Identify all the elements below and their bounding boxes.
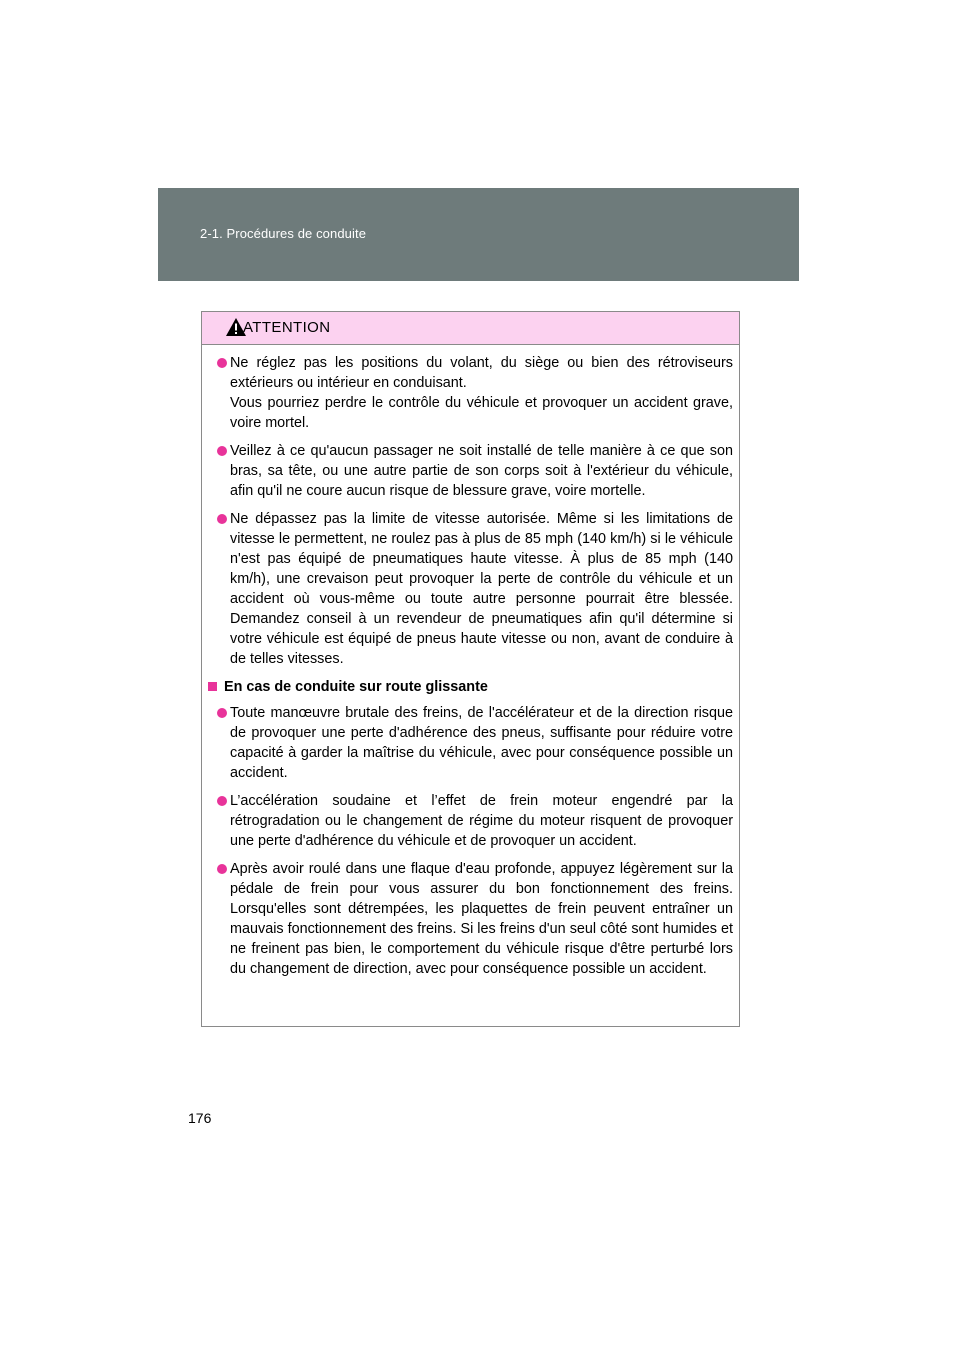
attention-body: [202, 345, 739, 979]
bullet-icon: [217, 358, 227, 368]
list-item-text: Ne dépassez pas la limite de vitesse autorisée. Même si les limitations de vitesse le permettent, ne roulez pas à plus de 85 mph (140 km/h) si le véhicule n'est pas équipé de pneumatiques haute vitesse. À plus de 85 mph (140 km/h), une crevaison peut provoquer la perte de contrôle du véhicule et un accident où vous-même ou toute autre personne pourrait être blessée. Demandez conseil à un revendeur de pneumatiques afin qu'il détermine si votre véhicule est équipé de pneus haute vitesse ou non, avant de conduire à de telles vitesses.: [230, 511, 733, 667]
attention-header: [202, 312, 739, 345]
list-item: [208, 859, 733, 979]
list-item: [208, 703, 733, 783]
bullet-icon: [217, 796, 227, 806]
list-item: [208, 509, 733, 669]
list-item-text: Vous pourriez perdre le contrôle du véhicule et provoquer un accident grave, voire mortel.: [230, 395, 733, 431]
list-item-text: Toute manœuvre brutale des freins, de l'accélérateur et de la direction risque de provoquer une perte d'adhérence des pneus, suffisante pour réduire votre capacité à garder la maîtrise du véhicule, avec pour conséquence possible un accident.: [230, 705, 733, 781]
page-number: 176: [188, 1110, 212, 1126]
section-list: [208, 703, 733, 979]
bullet-icon: [217, 514, 227, 524]
chapter-title: 2-1. Procédures de conduite: [200, 226, 367, 241]
list-item-text: Veillez à ce qu'aucun passager ne soit installé de telle manière à ce que son bras, sa tête, ou une autre partie de son corps soit à l'extérieur du véhicule, afin qu'il ne coure aucun risque de blessure grave, voire mortelle.: [230, 443, 733, 499]
list-item-text: Après avoir roulé dans une flaque d'eau profonde, appuyez légèrement sur la pédale de frein pour vous assurer du bon fonctionnement des freins. Lorsqu'elles sont détrempées, les plaquettes de frein peuvent entraîner un mauvais fonctionnement des freins. Si les freins d'un seul côté sont humides et ne freinent pas bien, le comportement du véhicule risque d'être perturbé lors du changement de direction, avec pour conséquence possible un accident.: [230, 861, 733, 977]
attention-box: [201, 311, 740, 1027]
square-bullet-icon: [208, 682, 217, 691]
bullet-icon: [217, 708, 227, 718]
list-item: [208, 791, 733, 851]
list-item-text: Ne réglez pas les positions du volant, du siège ou bien des rétroviseurs extérieurs ou intérieur en conduisant.: [230, 355, 733, 391]
list-item: [208, 353, 733, 433]
section-heading: [208, 677, 733, 697]
bullet-icon: [217, 446, 227, 456]
attention-label: ATTENTION: [243, 319, 331, 336]
list-item-text: L’accélération soudaine et l’effet de frein moteur engendré par la rétrogradation ou le changement de régime du moteur risquent de provoquer une perte d'adhérence du véhicule et de provoquer un accident.: [230, 793, 733, 849]
list-item: [208, 441, 733, 501]
section-heading-text: En cas de conduite sur route glissante: [224, 679, 488, 695]
bullet-icon: [217, 864, 227, 874]
